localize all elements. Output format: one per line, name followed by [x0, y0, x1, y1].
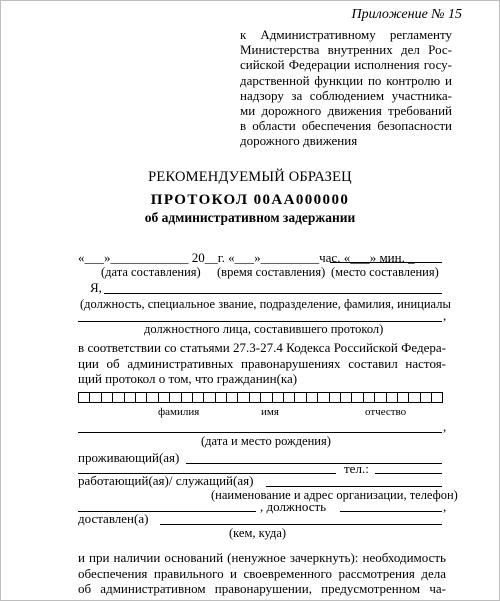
name-character-box[interactable] — [386, 392, 397, 403]
annotation-line: дарственной функции по контролю и — [240, 72, 452, 88]
appendix-label: Приложение № 15 — [351, 7, 462, 22]
ya-label: Я, — [90, 280, 102, 295]
name-character-box[interactable] — [351, 392, 362, 403]
name-character-box[interactable] — [283, 392, 294, 403]
annotation-line: в области обеспечения безопасности — [240, 118, 452, 134]
residing-label: проживающий(ая) — [78, 450, 180, 465]
name-character-box[interactable] — [397, 392, 408, 403]
name-character-box[interactable] — [112, 392, 123, 403]
official-caption: (должность, специальное звание, подразделение, фамилия, инициалы — [80, 297, 451, 311]
annotation-line: Министерства внутренних дел Рос- — [240, 42, 452, 58]
position-label: , должность — [260, 499, 327, 514]
working-label: работающий(ая)/ служащий(ая) — [78, 473, 254, 488]
grounds-paragraph — [78, 550, 446, 597]
name-character-box[interactable] — [329, 392, 340, 403]
recommended-sample-label: РЕКОМЕНДУЕМЫЙ ОБРАЗЕЦ — [148, 169, 352, 185]
annotation-line: сийской Федерации исполнения госу- — [240, 57, 452, 73]
delivered-label: доставлен(а) — [78, 511, 149, 526]
date-caption: (дата составления) — [101, 265, 201, 279]
protocol-title: ПРОТОКОЛ 00АА000000 — [150, 192, 350, 208]
name-character-box[interactable] — [169, 392, 180, 403]
paragraph-line: в соответствии со статьями 27.3-27.4 Кодекса Российской Федера- — [78, 340, 446, 355]
delivered-field-line[interactable] — [160, 524, 442, 525]
name-character-box[interactable] — [89, 392, 100, 403]
name-character-box[interactable] — [237, 392, 248, 403]
name-character-box[interactable] — [420, 392, 431, 403]
working-field-line[interactable] — [266, 486, 442, 487]
name-caption: имя — [261, 406, 279, 418]
patronymic-caption: отчество — [365, 406, 407, 418]
annotation-line: дорожного движения — [240, 133, 358, 149]
paragraph-line: обеспечения правильного и своевременного рассмотрения дела — [78, 565, 446, 581]
date-time-line[interactable]: «___»____________ 20__г. «___»_________час. «___» мин. _ — [78, 250, 415, 265]
comma: , — [443, 419, 447, 434]
comma: , — [443, 308, 447, 323]
annotation-line: надзору за соблюдением участника- — [240, 87, 452, 103]
name-character-box[interactable] — [135, 392, 146, 403]
name-character-box[interactable] — [215, 392, 226, 403]
birth-field-line[interactable] — [78, 432, 442, 433]
position-field-line[interactable] — [340, 511, 442, 512]
protocol-subtitle: об административном задержании — [144, 210, 356, 225]
name-character-box[interactable] — [158, 392, 169, 403]
name-character-box[interactable] — [374, 392, 385, 403]
paragraph-line: щий протокол о том, что гражданин(ка) — [78, 371, 298, 386]
name-character-box[interactable] — [260, 392, 271, 403]
name-character-box[interactable] — [340, 392, 351, 403]
name-character-box[interactable] — [294, 392, 305, 403]
name-character-box[interactable] — [408, 392, 419, 403]
paragraph-line: ции об административных правонарушениях составил настоя- — [78, 355, 446, 371]
name-character-box[interactable] — [226, 392, 237, 403]
residing-field-line[interactable] — [186, 463, 442, 464]
comma: , — [443, 499, 447, 514]
name-character-box[interactable] — [272, 392, 283, 403]
name-character-box[interactable] — [78, 392, 89, 403]
paragraph-line: об административном правонарушении, предусмотренном ча- — [78, 581, 446, 596]
tel-field-line[interactable] — [375, 473, 442, 474]
legal-basis-paragraph — [78, 340, 446, 387]
official-field-line[interactable] — [104, 293, 442, 294]
annotation-line: ми дорожного движения требований — [240, 103, 452, 119]
name-character-box[interactable] — [317, 392, 328, 403]
regulation-annotation — [240, 27, 452, 149]
tel-label: тел.: — [344, 461, 369, 476]
place-caption: (место составления) — [331, 265, 439, 279]
paragraph-line: и при наличии оснований (ненужное зачеркнуть): необходимость — [78, 550, 446, 565]
name-character-box[interactable] — [124, 392, 135, 403]
name-character-box[interactable] — [203, 392, 214, 403]
name-character-box[interactable] — [431, 392, 442, 403]
birth-caption: (дата и место рождения) — [201, 434, 331, 448]
where-caption: (кем, куда) — [229, 526, 287, 540]
name-character-box[interactable] — [192, 392, 203, 403]
name-character-box[interactable] — [101, 392, 112, 403]
name-character-box[interactable] — [363, 392, 374, 403]
official-caption-2: должностного лица, составившего протокол) — [144, 322, 384, 336]
name-character-box[interactable] — [181, 392, 192, 403]
annotation-line: к Административному регламенту — [240, 27, 452, 42]
name-character-box[interactable] — [306, 392, 317, 403]
name-character-box[interactable] — [249, 392, 260, 403]
org-caption: (наименование и адрес организации, телефон) — [211, 488, 458, 502]
place-field-line[interactable] — [330, 262, 442, 263]
name-character-grid[interactable] — [78, 392, 443, 403]
surname-caption: фамилия — [158, 406, 200, 418]
time-caption: (время составления) — [217, 265, 326, 279]
name-character-box[interactable] — [146, 392, 157, 403]
